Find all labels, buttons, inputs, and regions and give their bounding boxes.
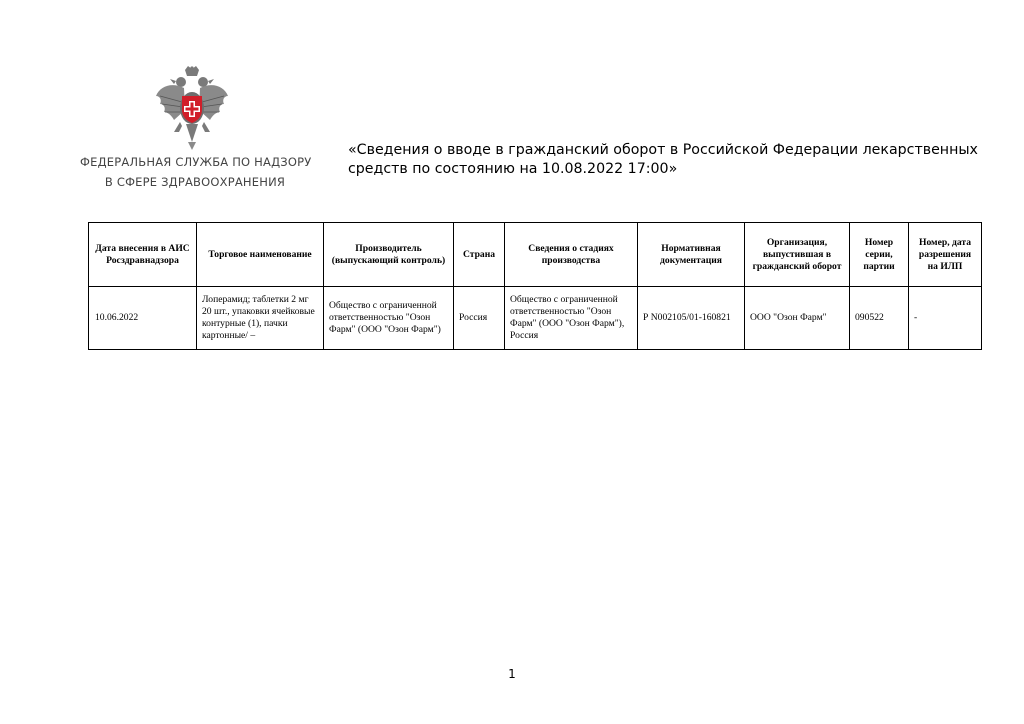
column-header-date: Дата внесения в АИС Росздравнадзора	[89, 223, 197, 287]
column-header-organization: Организация, выпустившая в гражданский оборот	[745, 223, 850, 287]
page-number: 1	[508, 667, 516, 681]
column-header-manufacturer: Производитель (выпускающий контроль)	[324, 223, 454, 287]
agency-line-1: ФЕДЕРАЛЬНАЯ СЛУЖБА ПО НАДЗОРУ	[80, 155, 312, 169]
table-row	[89, 287, 982, 350]
double-headed-eagle-emblem-icon	[152, 66, 232, 150]
cell-batch: 090522	[850, 287, 909, 350]
document-title-line-1: «Сведения о вводе в гражданский оборот в Российской Федерации лекарственных	[348, 142, 978, 158]
cell-production-stages: Общество с ограниченной ответственностью "Озон Фарм" (ООО "Озон Фарм"), Россия	[505, 287, 638, 350]
cell-normative-doc: Р N002105/01-160821	[638, 287, 745, 350]
column-header-normative-doc: Нормативная документация	[638, 223, 745, 287]
document-title	[348, 141, 988, 179]
cell-organization: ООО "Озон Фарм"	[745, 287, 850, 350]
document-title-line-2: средств по состоянию на 10.08.2022 17:00»	[348, 161, 678, 177]
column-header-ilp-permit: Номер, дата разрешения на ИЛП	[909, 223, 982, 287]
column-header-country: Страна	[454, 223, 505, 287]
table-header-row	[89, 223, 982, 287]
registry-table	[88, 222, 982, 350]
cell-manufacturer: Общество с ограниченной ответственностью "Озон Фарм" (ООО "Озон Фарм")	[324, 287, 454, 350]
cell-country: Россия	[454, 287, 505, 350]
cell-trade-name: Лоперамид; таблетки 2 мг 20 шт., упаковки ячейковые контурные (1), пачки картонные/ –	[197, 287, 324, 350]
column-header-batch: Номер серии, партии	[850, 223, 909, 287]
column-header-trade-name: Торговое наименование	[197, 223, 324, 287]
cell-date: 10.06.2022	[89, 287, 197, 350]
column-header-production-stages: Сведения о стадиях производства	[505, 223, 638, 287]
cell-ilp-permit: -	[909, 287, 982, 350]
agency-name	[80, 152, 310, 192]
agency-line-2: В СФЕРЕ ЗДРАВООХРАНЕНИЯ	[104, 175, 286, 189]
